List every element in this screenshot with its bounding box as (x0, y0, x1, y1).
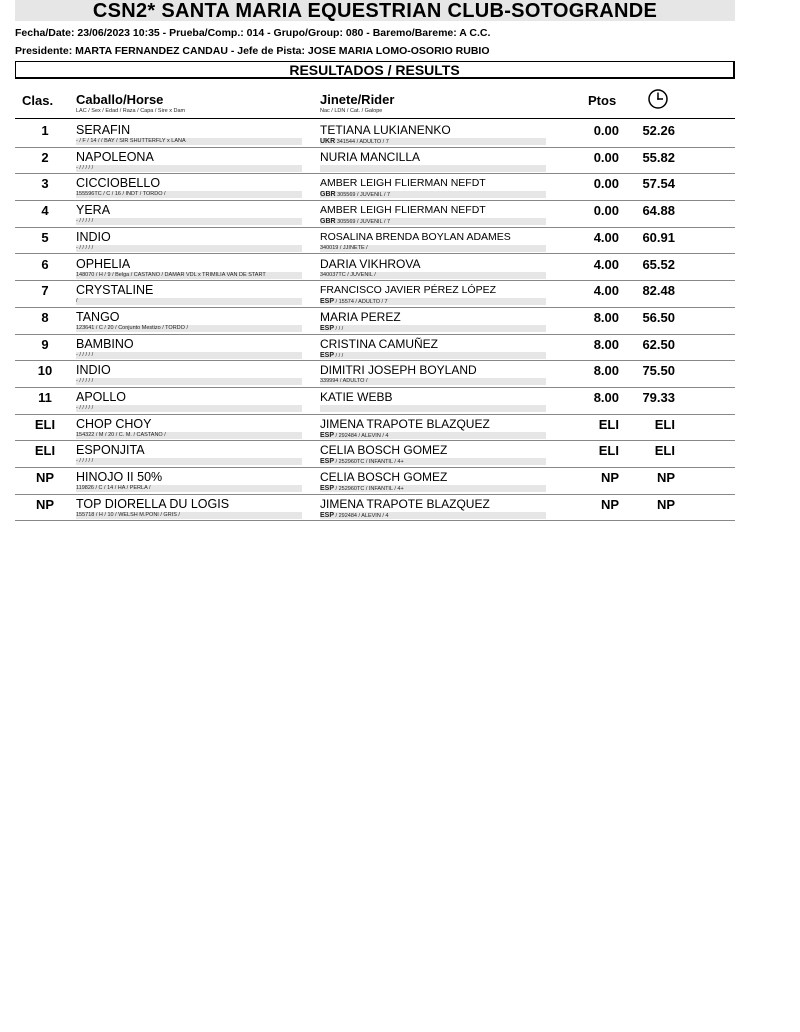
time-cell: NP (656, 496, 675, 512)
time-cell: NP (656, 470, 675, 486)
rider-nationality: ESP (320, 458, 335, 466)
rank-cell: 8 (41, 309, 49, 325)
horse-name: YERA (76, 203, 111, 218)
rider-name: AMBER LEIGH FLIERMAN NEFDT (320, 177, 486, 190)
horse-name: CICCIOBELLO (76, 176, 161, 191)
horse-details: - / F / 14 / / BAY / SIR SHUTTERFLY x LANA (76, 138, 302, 145)
rider-details (320, 191, 546, 198)
time-cell: 55.82 (642, 149, 675, 165)
header-rider-sub: Nac / LDN / Cat. / Galope (320, 108, 383, 114)
rank-cell: ELI (34, 416, 56, 432)
rider-nationality: ESP (320, 431, 335, 439)
rider-name: ROSALINA BRENDA BOYLAN ADAMES (320, 230, 511, 243)
rider-nationality: GBR (320, 218, 336, 226)
points-cell: NP (600, 496, 619, 512)
time-cell: 64.88 (642, 203, 675, 219)
rider-name: AMBER LEIGH FLIERMAN NEFDT (320, 204, 486, 217)
horse-details: - / / / / / (76, 352, 302, 359)
horse-name: NAPOLEONA (76, 149, 154, 164)
rider-details (320, 352, 546, 359)
points-cell: ELI (598, 443, 619, 459)
rider-name: KATIE WEBB (320, 390, 393, 404)
rank-cell: 10 (37, 363, 53, 379)
rider-nationality: ESP (320, 324, 335, 332)
rank-cell: ELI (34, 443, 56, 459)
rank-cell: 4 (41, 203, 49, 219)
row-divider (15, 520, 735, 521)
horse-name: HINOJO II 50% (76, 470, 163, 485)
table-row (15, 361, 735, 388)
table-row (15, 201, 735, 228)
rider-nationality: ESP (320, 298, 335, 306)
horse-name: SERAFIN (76, 123, 131, 137)
results-heading: RESULTADOS / RESULTS (15, 61, 735, 79)
rider-details (320, 378, 546, 385)
horse-name: TOP DIORELLA DU LOGIS (76, 496, 230, 511)
rider-details (320, 272, 546, 279)
horse-name: TANGO (76, 309, 120, 324)
rider-license: 305569 / JUVENIL / 7 (335, 219, 391, 226)
rider-license: / 292484 / ALEVIN / 4 (334, 432, 389, 439)
horse-name: INDIO (76, 229, 111, 244)
time-cell: 79.33 (642, 390, 675, 405)
points-cell: 8.00 (593, 390, 619, 405)
horse-details: 123641 / C / 20 / Conjunto Mestizo / TORDO / (76, 325, 302, 332)
header-horse: Caballo/Horse (76, 92, 164, 107)
horse-details: / (76, 298, 302, 305)
rank-cell: NP (35, 496, 55, 512)
points-cell: 4.00 (593, 283, 619, 299)
rank-cell: 6 (41, 256, 49, 272)
time-cell: 56.50 (642, 309, 675, 325)
horse-name: INDIO (76, 363, 111, 378)
header-clas: Clas. (22, 93, 54, 108)
rider-nationality: ESP (320, 485, 335, 493)
table-row (15, 441, 735, 468)
rider-name: NURIA MANCILLA (320, 149, 421, 164)
horse-details: 155718 / H / 10 / WELSH M.PONI / GRIS / (76, 512, 302, 519)
rider-license: 340019 / JJINETE / (320, 244, 368, 251)
header-horse-sub: LAC / Sex / Edad / Raza / Capa / Sire x Dam (76, 108, 186, 114)
rider-details (320, 405, 546, 412)
horse-name: OPHELIA (76, 256, 131, 271)
points-cell: 4.00 (593, 256, 619, 272)
table-row (15, 388, 735, 415)
rider-details (320, 165, 546, 172)
points-cell: 0.00 (593, 176, 619, 192)
table-row (15, 335, 735, 362)
rider-name: TETIANA LUKIANENKO (320, 123, 451, 137)
table-row (15, 308, 735, 335)
rider-license: 341544 / ADULTO / 7 (335, 139, 389, 145)
rank-cell: NP (35, 470, 55, 486)
header-rule (15, 118, 735, 119)
event-title: CSN2* SANTA MARIA EQUESTRIAN CLUB-SOTOGRANDE (15, 0, 735, 21)
rider-details (320, 432, 546, 439)
rank-cell: 5 (41, 229, 49, 245)
rider-license: 305569 / JUVENIL / 7 (335, 192, 391, 199)
horse-details: - / / / / / (76, 378, 302, 385)
horse-name: CRYSTALINE (76, 283, 154, 298)
time-cell: 57.54 (642, 176, 675, 192)
rider-license: / 252960TC / INFANTIL / 4+ (334, 486, 404, 493)
rider-name: MARIA PEREZ (320, 309, 401, 324)
horse-details: 119826 / C / 14 / HA / PERLA / (76, 485, 302, 492)
rider-details (320, 218, 546, 225)
rider-name: CELIA BOSCH GOMEZ (320, 443, 448, 458)
rider-license: / / / (334, 325, 344, 332)
header-rider: Jinete/Rider (320, 92, 395, 107)
horse-details: 148070 / H / 9 / Belga / CASTAÑO / DAMAR VDL x TRIMILIA VAN DE START (76, 272, 302, 279)
horse-details: - / / / / / (76, 405, 302, 412)
clock-icon (647, 88, 669, 110)
rider-details (320, 325, 546, 332)
rank-cell: 9 (41, 336, 49, 352)
points-cell: NP (600, 470, 619, 486)
horse-details: - / / / / / (76, 218, 302, 225)
rider-license: / 292484 / ALEVIN / 4 (334, 512, 389, 519)
header-points: Ptos (588, 93, 617, 108)
time-cell: 65.52 (642, 256, 675, 272)
points-cell: 4.00 (593, 229, 619, 245)
rider-name: FRANCISCO JAVIER PÉREZ LÓPEZ (320, 284, 497, 297)
points-cell: 8.00 (593, 336, 619, 352)
rider-license: 339994 / ADULTO / (320, 378, 368, 385)
table-row (15, 228, 735, 255)
rider-details (320, 138, 546, 145)
points-cell: 8.00 (593, 363, 619, 379)
rider-name: CELIA BOSCH GOMEZ (320, 470, 448, 485)
rider-details (320, 245, 546, 252)
horse-details: 154322 / M / 20 / C. M. / CASTAÑO / (76, 432, 302, 439)
rider-nationality: UKR (320, 138, 336, 145)
table-row (15, 495, 735, 522)
horse-name: BAMBINO (76, 336, 134, 351)
time-cell: 52.26 (642, 123, 675, 138)
rider-license: 340037TC / JUVENIL / (320, 271, 376, 278)
rider-name: JIMENA TRAPOTE BLAZQUEZ (320, 416, 490, 431)
rider-name: DIMITRI JOSEPH BOYLAND (320, 363, 477, 378)
rider-license: / 252960TC / INFANTIL / 4+ (334, 459, 404, 466)
points-cell: 0.00 (593, 203, 619, 219)
points-cell: 0.00 (593, 123, 619, 138)
table-row (15, 148, 735, 175)
points-cell: 8.00 (593, 309, 619, 325)
officials-line: Presidente: MARTA FERNANDEZ CANDAU - Jefe de Pista: JOSE MARIA LOMO-OSORIO RUBIO (15, 45, 490, 57)
time-cell: ELI (654, 443, 675, 459)
table-row (15, 174, 735, 201)
rider-name: DARIA VIKHROVA (320, 256, 421, 271)
horse-name: APOLLO (76, 390, 127, 404)
rank-cell: 11 (38, 390, 52, 405)
horse-details: - / / / / / (76, 165, 302, 172)
horse-details: - / / / / / (76, 458, 302, 465)
rider-nationality: ESP (320, 511, 335, 519)
rider-license: / / / (334, 352, 344, 359)
table-row (15, 468, 735, 495)
rider-details (320, 485, 546, 492)
points-cell: ELI (598, 416, 619, 432)
table-row (15, 255, 735, 282)
horse-name: ESPONJITA (76, 443, 145, 458)
table-row (15, 281, 735, 308)
time-cell: 75.50 (642, 363, 675, 379)
rider-name: CRISTINA CAMUÑEZ (320, 336, 439, 351)
horse-details: - / / / / / (76, 245, 302, 252)
rider-details (320, 458, 546, 465)
time-cell: 60.91 (642, 229, 675, 245)
rider-nationality: ESP (320, 351, 335, 359)
rank-cell: 1 (41, 123, 49, 138)
rider-nationality: GBR (320, 191, 336, 199)
time-cell: ELI (654, 416, 675, 432)
horse-name: CHOP CHOY (76, 416, 152, 431)
rank-cell: 2 (41, 149, 49, 165)
rider-name: JIMENA TRAPOTE BLAZQUEZ (320, 496, 490, 511)
rider-license: / 15574 / ADULTO / 7 (334, 299, 388, 306)
table-row (15, 121, 735, 148)
rank-cell: 3 (41, 176, 49, 192)
table-row (15, 415, 735, 442)
horse-details: 155596TC / C / 16 / INDT / TORDO / (76, 191, 302, 198)
rank-cell: 7 (41, 283, 49, 299)
rider-details (320, 512, 546, 519)
event-meta-line: Fecha/Date: 23/06/2023 10:35 - Prueba/Comp.: 014 - Grupo/Group: 080 - Baremo/Bareme: A C.C. (15, 27, 491, 39)
points-cell: 0.00 (593, 149, 619, 165)
rider-details (320, 298, 546, 305)
time-cell: 82.48 (642, 283, 675, 299)
time-cell: 62.50 (642, 336, 675, 352)
